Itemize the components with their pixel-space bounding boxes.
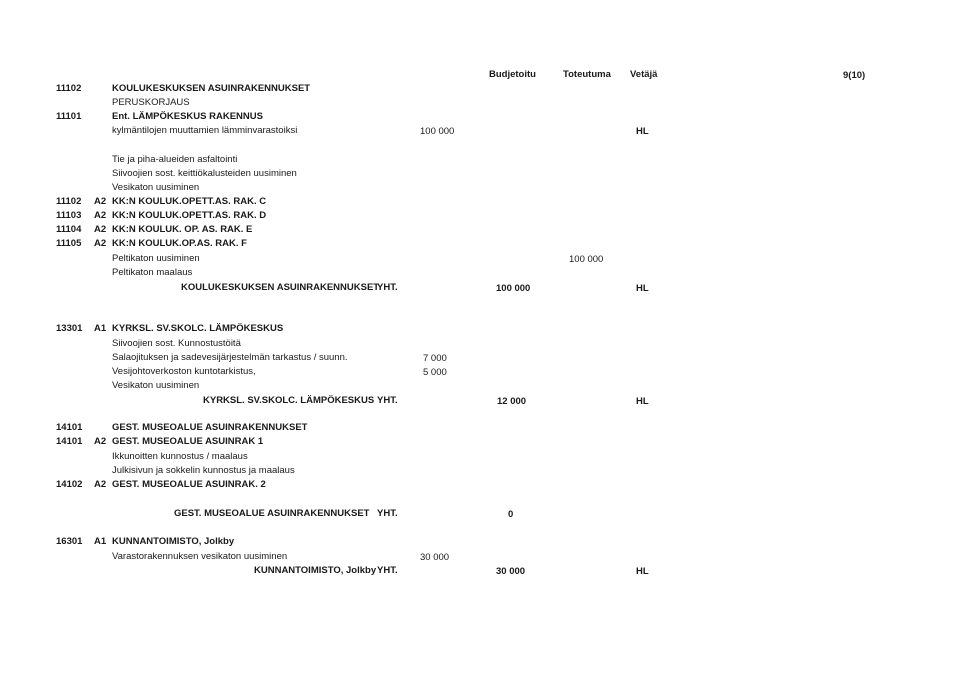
list-item: Peltikaton uusiminen — [112, 253, 200, 264]
lead-initials: HL — [636, 283, 649, 294]
row-name: KK:N KOULUK.OP.AS. RAK. F — [112, 238, 247, 249]
row-class: A2 — [94, 238, 107, 249]
list-item: Julkisivun ja sokkelin kunnostus ja maalaus — [112, 465, 295, 476]
project-code: 13301 — [56, 323, 83, 334]
row-name: KK:N KOULUK. OP. AS. RAK. E — [112, 224, 253, 235]
section-subtitle: PERUSKORJAUS — [112, 97, 190, 108]
list-item: Vesijohtoverkoston kuntotarkistus, — [112, 366, 256, 377]
total-yht: YHT. — [377, 395, 398, 406]
total-label: GEST. MUSEOALUE ASUINRAKENNUKSET — [174, 508, 370, 519]
row-code: 11105 — [56, 238, 82, 249]
row-class: A1 — [94, 536, 107, 547]
total-value: 0 — [508, 509, 514, 520]
total-label: KYRKSL. SV.SKOLC. LÄMPÖKESKUS — [203, 395, 375, 406]
project-code: 14101 — [56, 422, 83, 433]
row-code: 11103 — [56, 210, 82, 221]
page-number: 9(10) — [843, 70, 866, 81]
budget-value: 7 000 — [423, 353, 447, 364]
list-item: Tie ja piha-alueiden asfaltointi — [112, 154, 238, 165]
item-description: kylmäntilojen muuttamien lämminvarastoiksi — [112, 125, 298, 136]
row-class: A2 — [94, 210, 107, 221]
total-yht: YHT. — [377, 282, 398, 293]
list-item: Varastorakennuksen vesikaton uusiminen — [112, 551, 288, 562]
row-code: 11104 — [56, 224, 82, 235]
section-title: KYRKSL. SV.SKOLC. LÄMPÖKESKUS — [112, 323, 284, 334]
total-label: KOULUKESKUKSEN ASUINRAKENNUKSET — [181, 282, 380, 293]
project-code: 11102 — [56, 83, 82, 94]
list-item: Salaojituksen ja sadevesijärjestelmän tarkastus / suunn. — [112, 352, 348, 363]
total-value: 30 000 — [496, 566, 526, 577]
col-header-toteutuma: Toteutuma — [563, 69, 611, 80]
section-title: GEST. MUSEOALUE ASUINRAKENNUKSET — [112, 422, 308, 433]
col-header-budjetoitu: Budjetoitu — [489, 69, 536, 80]
total-yht: YHT. — [377, 565, 398, 576]
budget-value: 100 000 — [420, 126, 455, 137]
row-class: A2 — [94, 196, 107, 207]
item-title: Ent. LÄMPÖKESKUS RAKENNUS — [112, 111, 263, 122]
row-class: A2 — [94, 436, 107, 447]
row-name: KK:N KOULUK.OPETT.AS. RAK. D — [112, 210, 267, 221]
section-title: KUNNANTOIMISTO, Jolkby — [112, 536, 235, 547]
total-label: KUNNANTOIMISTO, Jolkby — [254, 565, 377, 576]
budget-value: 30 000 — [420, 552, 450, 563]
list-item: Vesikaton uusiminen — [112, 380, 200, 391]
lead-initials: HL — [636, 566, 649, 577]
lead-initials: HL — [636, 396, 649, 407]
project-code: 11101 — [56, 111, 82, 122]
row-code: 14101 — [56, 436, 83, 447]
budget-value: 5 000 — [423, 367, 447, 378]
col-header-vetaja: Vetäjä — [630, 69, 658, 80]
row-name: GEST. MUSEOALUE ASUINRAK. 2 — [112, 479, 266, 490]
total-value: 12 000 — [497, 396, 527, 407]
list-item: Siivoojien sost. keittiökalusteiden uusiminen — [112, 168, 297, 179]
section-title: KOULUKESKUKSEN ASUINRAKENNUKSET — [112, 83, 311, 94]
list-item: Vesikaton uusiminen — [112, 182, 200, 193]
list-item: Peltikaton maalaus — [112, 267, 193, 278]
total-value: 100 000 — [496, 283, 531, 294]
row-class: A1 — [94, 323, 107, 334]
total-yht: YHT. — [377, 508, 398, 519]
row-name: KK:N KOULUK.OPETT.AS. RAK. C — [112, 196, 267, 207]
lead-initials: HL — [636, 126, 649, 137]
row-code: 11102 — [56, 196, 82, 207]
list-item: Siivoojien sost. Kunnostustöitä — [112, 338, 241, 349]
row-class: A2 — [94, 224, 107, 235]
row-name: GEST. MUSEOALUE ASUINRAK 1 — [112, 436, 264, 447]
project-code: 16301 — [56, 536, 83, 547]
row-code: 14102 — [56, 479, 83, 490]
list-item: Ikkunoitten kunnostus / maalaus — [112, 451, 248, 462]
row-class: A2 — [94, 479, 107, 490]
toteutuma-value: 100 000 — [569, 254, 604, 265]
